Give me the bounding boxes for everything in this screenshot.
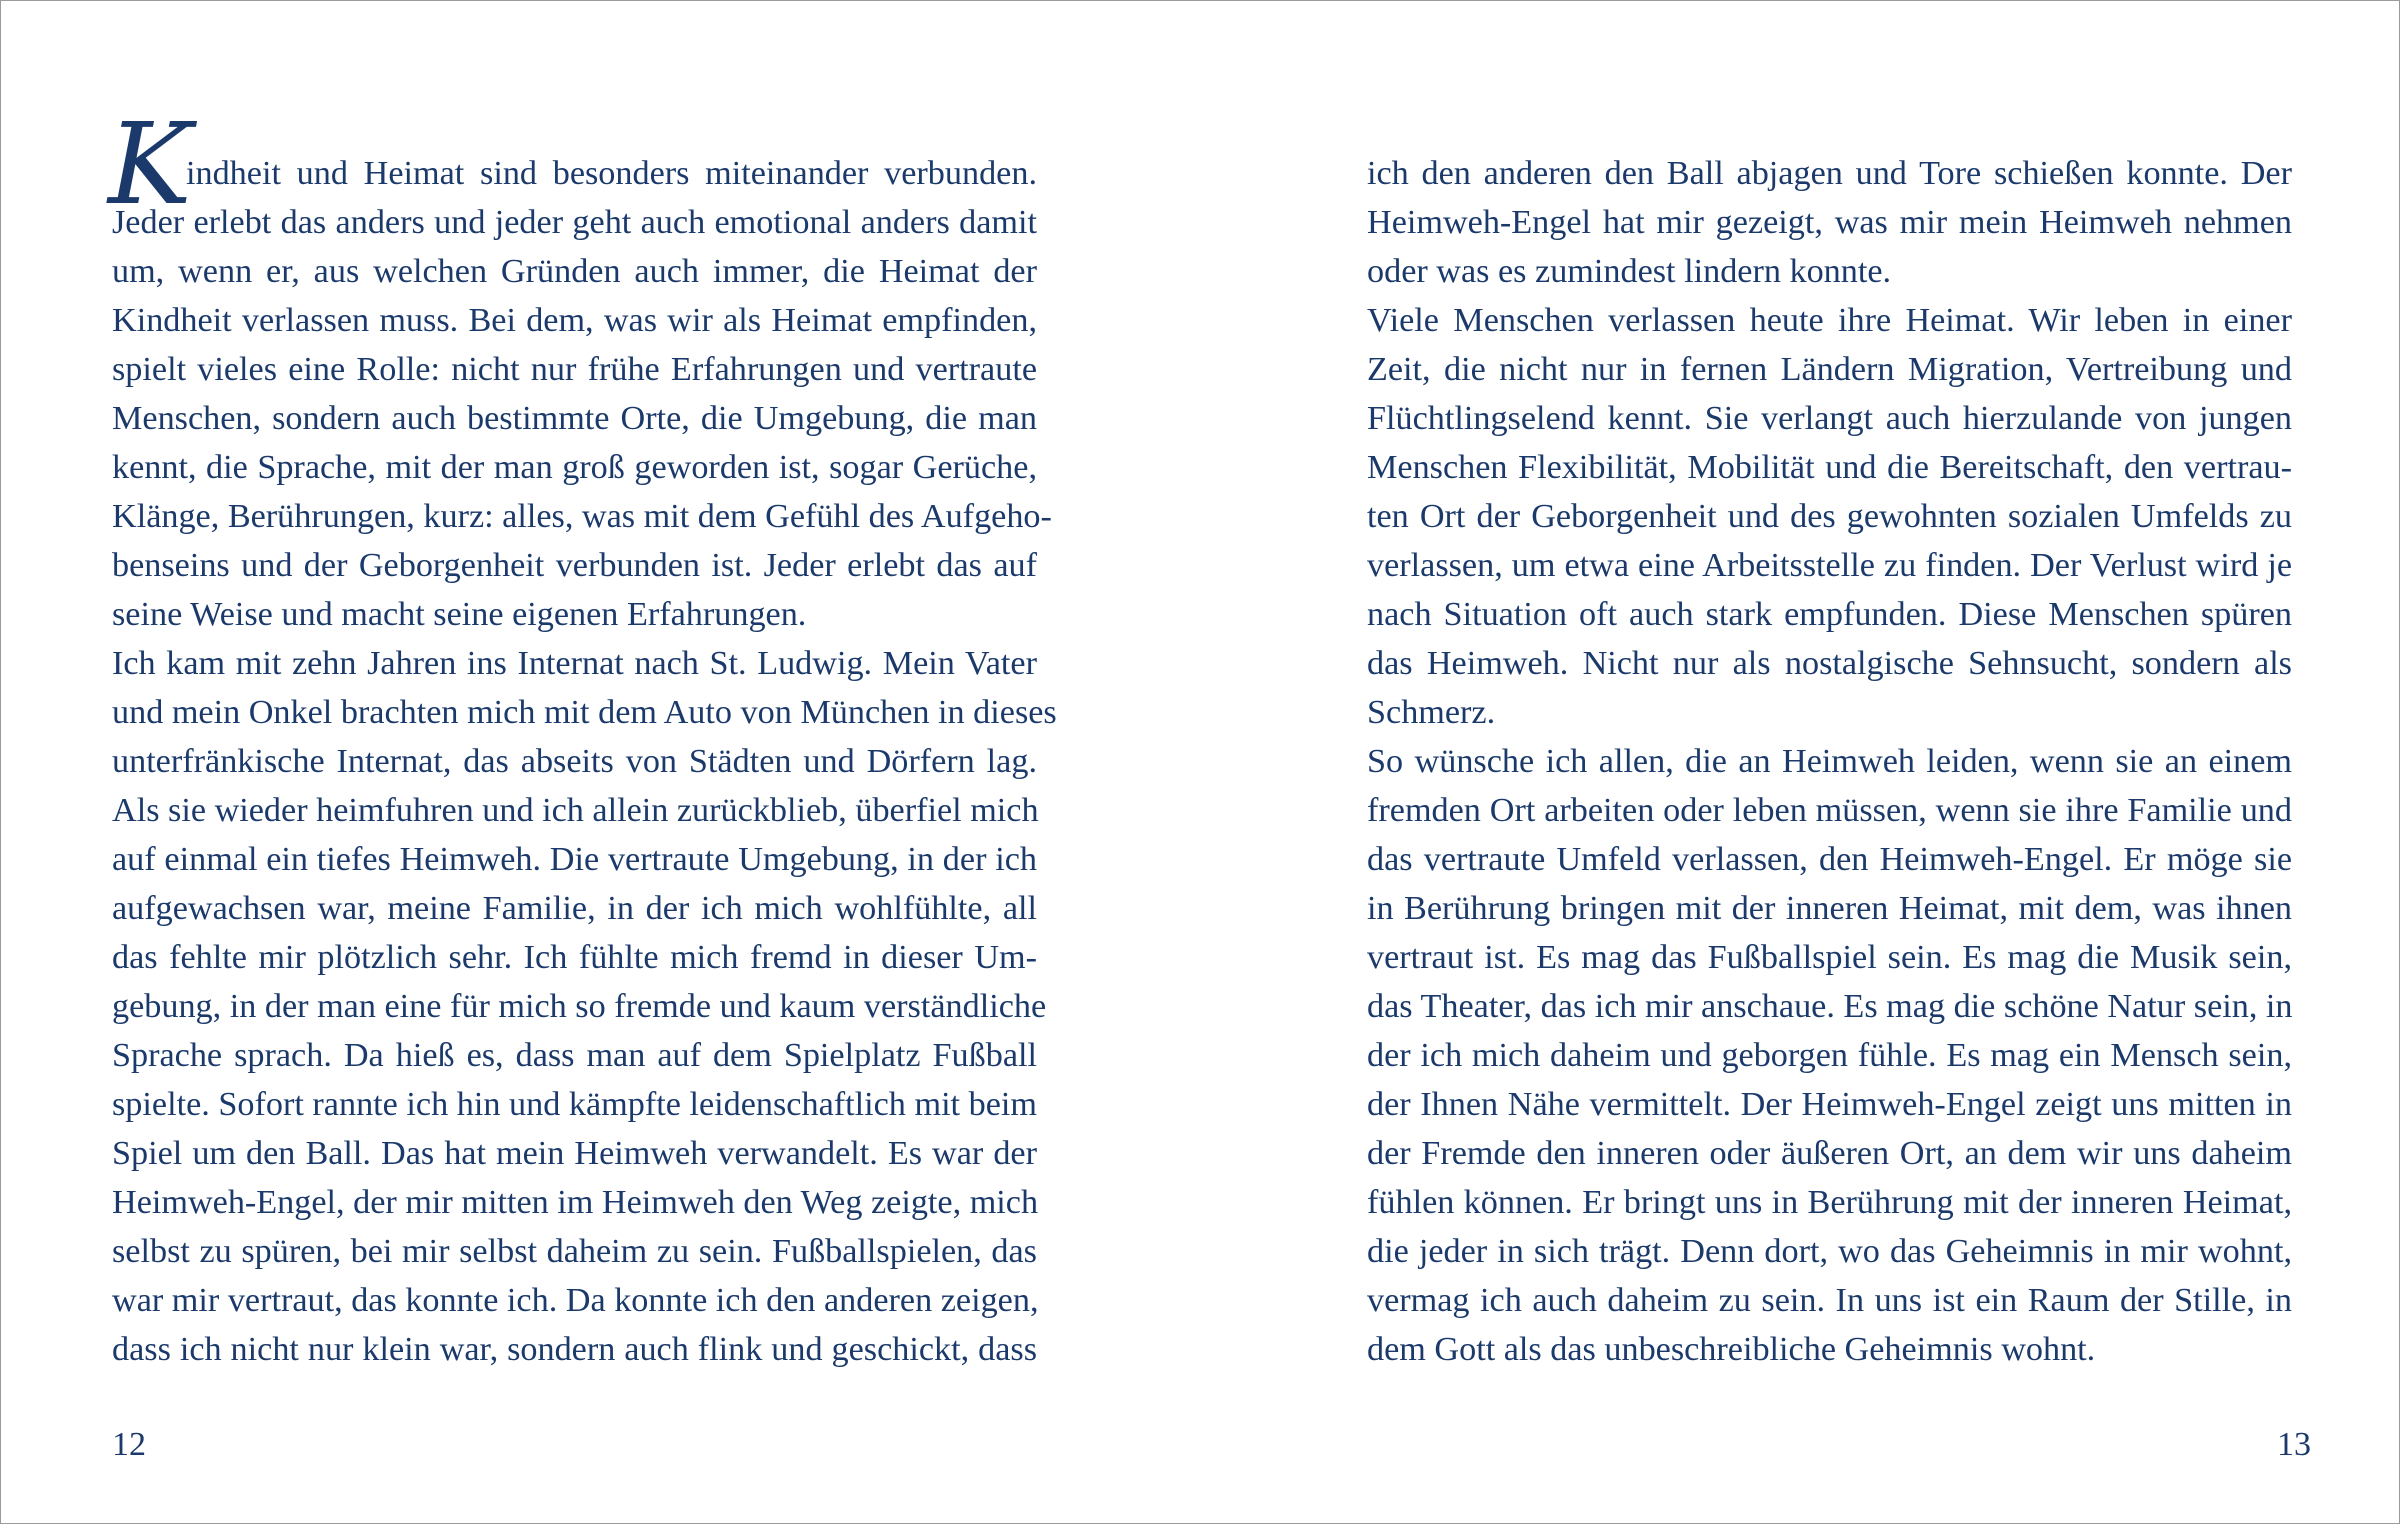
text-line: Jeder erlebt das anders und jeder geht auch emotional anders damit [112, 204, 1037, 241]
text-line: Spiel um den Ball. Das hat mein Heimweh verwandelt. Es war der [112, 1135, 1037, 1172]
text-line: und mein Onkel brachten mich mit dem Auto von München in dieses [112, 694, 1057, 731]
page-number-right: 13 [2277, 1426, 2311, 1463]
right-page-text [1367, 149, 2292, 1374]
text-line: die jeder in sich trägt. Denn dort, wo das Geheimnis in mir wohnt, [1367, 1233, 2292, 1270]
text-line: der Ihnen Nähe vermittelt. Der Heimweh-Engel zeigt uns mitten in [1367, 1086, 2292, 1123]
text-line: spielte. Sofort rannte ich hin und kämpfte leidenschaftlich mit beim [112, 1086, 1037, 1123]
text-line: dass ich nicht nur klein war, sondern auch flink und geschickt, dass [112, 1331, 1037, 1368]
text-line: Menschen, sondern auch bestimmte Orte, die Umgebung, die man [112, 400, 1037, 437]
text-line: Heimweh-Engel, der mir mitten im Heimweh den Weg zeigte, mich [112, 1184, 1039, 1221]
text-line: selbst zu spüren, bei mir selbst daheim zu sein. Fußballspielen, das [112, 1233, 1037, 1270]
text-line: So wünsche ich allen, die an Heimweh leiden, wenn sie an einem [1367, 743, 2292, 780]
text-line: Menschen Flexibilität, Mobilität und die Bereitschaft, den vertrau- [1367, 449, 2292, 486]
page-number-left: 12 [112, 1426, 146, 1463]
text-line: das fehlte mir plötzlich sehr. Ich fühlte mich fremd in dieser Um- [112, 939, 1037, 976]
text-line: Klänge, Berührungen, kurz: alles, was mit dem Gefühl des Aufgeho- [112, 498, 1052, 535]
text-line: benseins und der Geborgenheit verbunden ist. Jeder erlebt das auf [112, 547, 1037, 584]
text-line: Schmerz. [1367, 694, 1496, 731]
text-line: kennt, die Sprache, mit der man groß geworden ist, sogar Gerüche, [112, 449, 1037, 486]
text-line: fühlen können. Er bringt uns in Berührung mit der inneren Heimat, [1367, 1184, 2292, 1221]
text-line: unterfränkische Internat, das abseits von Städten und Dörfern lag. [112, 743, 1037, 780]
text-line: fremden Ort arbeiten oder leben müssen, wenn sie ihre Familie und [1367, 792, 2292, 829]
text-line: Kindheit verlassen muss. Bei dem, was wir als Heimat empfinden, [112, 302, 1037, 339]
text-line: oder was es zumindest lindern konnte. [1367, 253, 1892, 290]
text-line: aufgewachsen war, meine Familie, in der ich mich wohlfühlte, all [112, 890, 1037, 927]
text-line: der Fremde den inneren oder äußeren Ort, an dem wir uns daheim [1367, 1135, 2292, 1172]
text-line: dem Gott als das unbeschreibliche Geheimnis wohnt. [1367, 1331, 2096, 1368]
text-line: seine Weise und macht seine eigenen Erfahrungen. [112, 596, 807, 633]
text-line: Zeit, die nicht nur in fernen Ländern Migration, Vertreibung und [1367, 351, 2292, 388]
text-line: gebung, in der man eine für mich so fremde und kaum verständliche [112, 988, 1047, 1025]
text-line: nach Situation oft auch stark empfunden. Diese Menschen spüren [1367, 596, 2292, 633]
text-line: war mir vertraut, das konnte ich. Da konnte ich den anderen zeigen, [112, 1282, 1039, 1319]
text-line: Ich kam mit zehn Jahren ins Internat nach St. Ludwig. Mein Vater [112, 645, 1037, 682]
text-line: spielt vieles eine Rolle: nicht nur frühe Erfahrungen und vertraute [112, 351, 1037, 388]
text-line: Als sie wieder heimfuhren und ich allein zurückblieb, überfiel mich [112, 792, 1039, 829]
text-line: das Theater, das ich mir anschaue. Es mag die schöne Natur sein, in [1367, 988, 2293, 1025]
right-page [1200, 1, 2399, 1523]
text-line: ten Ort der Geborgenheit und des gewohnten sozialen Umfelds zu [1367, 498, 2292, 535]
opening-line-text: indheit und Heimat sind besonders miteinander verbunden. [186, 155, 1037, 192]
text-line: verlassen, um etwa eine Arbeitsstelle zu finden. Der Verlust wird je [1367, 547, 2292, 584]
text-line: vertraut ist. Es mag das Fußballspiel sein. Es mag die Musik sein, [1367, 939, 2292, 976]
text-line: Sprache sprach. Da hieß es, dass man auf dem Spielplatz Fußball [112, 1037, 1037, 1074]
left-page-text [108, 100, 1057, 1374]
text-line: auf einmal ein tiefes Heimweh. Die vertraute Umgebung, in der ich [112, 841, 1037, 878]
text-line: Viele Menschen verlassen heute ihre Heimat. Wir leben in einer [1367, 302, 2292, 339]
text-line: Flüchtlingselend kennt. Sie verlangt auch hierzulande von jungen [1367, 400, 2292, 437]
drop-cap: K [108, 100, 192, 230]
text-line: der ich mich daheim und geborgen fühle. Es mag ein Mensch sein, [1367, 1037, 2292, 1074]
text-line: vermag ich auch daheim zu sein. In uns ist ein Raum der Stille, in [1367, 1282, 2292, 1319]
text-line: das Heimweh. Nicht nur als nostalgische Sehnsucht, sondern als [1367, 645, 2292, 682]
text-line: Heimweh-Engel hat mir gezeigt, was mir mein Heimweh nehmen [1367, 204, 2292, 241]
text-line: ich den anderen den Ball abjagen und Tore schießen konnte. Der [1367, 155, 2292, 192]
text-line: in Berührung bringen mit der inneren Heimat, mit dem, was ihnen [1367, 890, 2292, 927]
text-line: das vertraute Umfeld verlassen, den Heimweh-Engel. Er möge sie [1367, 841, 2292, 878]
text-line: um, wenn er, aus welchen Gründen auch immer, die Heimat der [112, 253, 1037, 290]
left-page [1, 1, 1200, 1523]
